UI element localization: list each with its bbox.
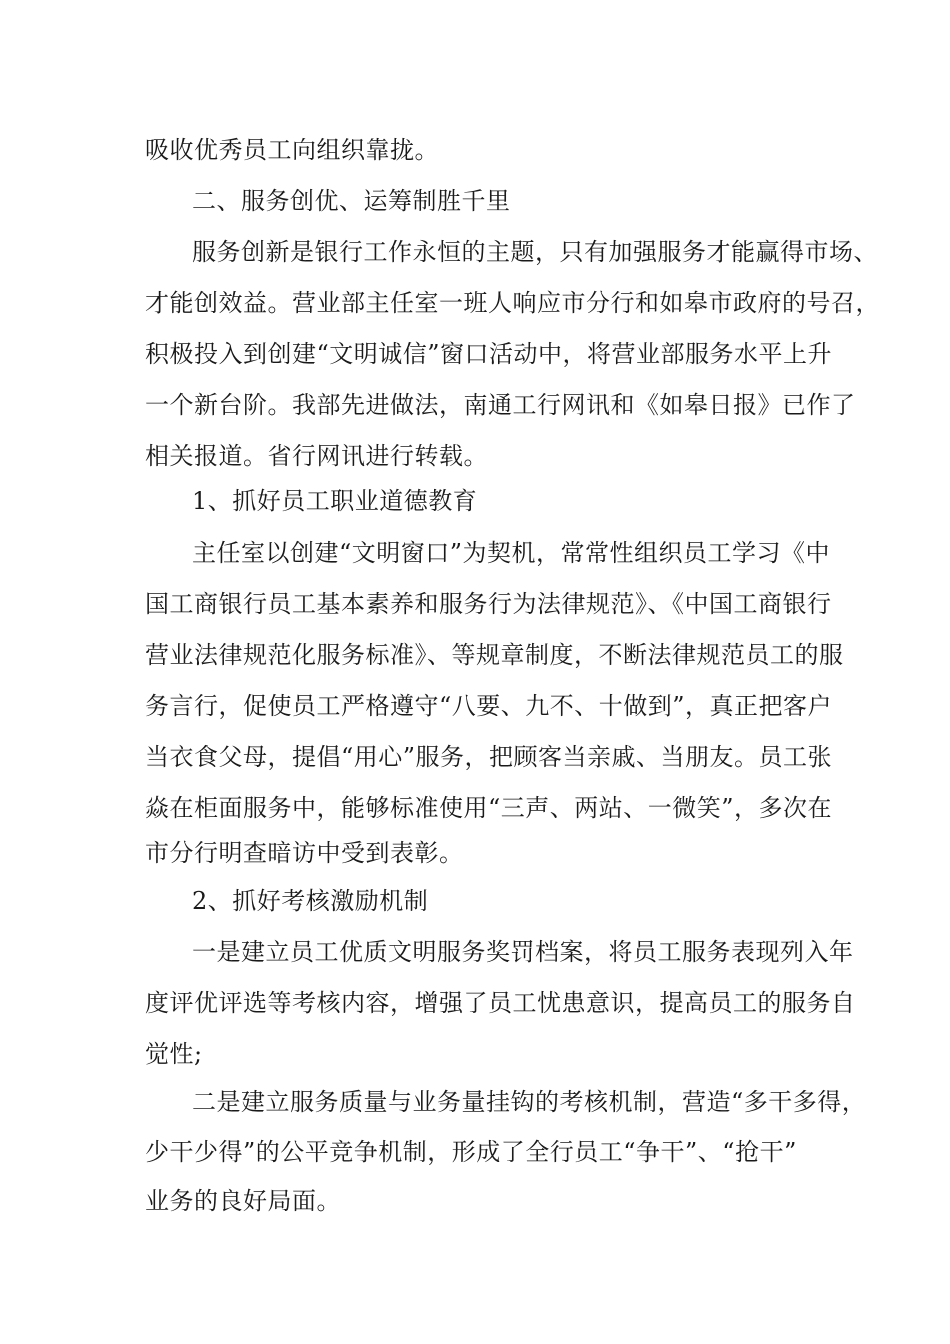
paragraph-line: 才能创效益。营业部主任室一班人响应市分行和如皋市政府的号召， — [145, 289, 880, 317]
paragraph-line: 营业法律规范化服务标准》、等规章制度，不断法律规范员工的服 — [145, 641, 844, 669]
paragraph-line: 度评优评选等考核内容，增强了员工忧患意识，提高员工的服务自 — [145, 989, 856, 1017]
paragraph-line: 主任室以创建“文明窗口”为契机，常常性组织员工学习《中 — [192, 539, 831, 567]
paragraph-line: 相关报道。省行网讯进行转载。 — [145, 442, 488, 470]
paragraph-line: 市分行明查暗访中受到表彰。 — [145, 839, 464, 867]
paragraph-line: 吸收优秀员工向组织靠拢。 — [145, 136, 439, 164]
paragraph-line: 少干少得”的公平竞争机制，形成了全行员工“争干”、“抢干” — [145, 1138, 797, 1166]
paragraph-line: 服务创新是银行工作永恒的主题，只有加强服务才能赢得市场、 — [192, 238, 878, 266]
paragraph-line: 当衣食父母，提倡“用心”服务，把顾客当亲戚、当朋友。员工张 — [145, 743, 833, 771]
subsection-heading: 2、抓好考核激励机制 — [192, 887, 429, 915]
paragraph-line: 一个新台阶。我部先进做法，南通工行网讯和《如皋日报》已作了 — [145, 391, 856, 419]
paragraph-line: 焱在柜面服务中，能够标准使用“三声、两站、一微笑”，多次在 — [145, 794, 833, 822]
subsection-heading: 1、抓好员工职业道德教育 — [192, 487, 478, 515]
section-heading: 二、服务创优、运筹制胜千里 — [192, 187, 511, 215]
paragraph-line: 业务的良好局面。 — [145, 1187, 341, 1215]
paragraph-line: 二是建立服务质量与业务量挂钩的考核机制，营造“多干多得， — [192, 1088, 867, 1116]
paragraph-line: 国工商银行员工基本素养和服务行为法律规范》、《中国工商银行 — [145, 590, 832, 618]
paragraph-line: 务言行，促使员工严格遵守“八要、九不、十做到”，真正把客户 — [145, 692, 833, 720]
paragraph-line: 一是建立员工优质文明服务奖罚档案，将员工服务表现列入年 — [192, 938, 854, 966]
paragraph-line: 积极投入到创建“文明诚信”窗口活动中，将营业部服务水平上升 — [145, 340, 833, 368]
paragraph-line: 觉性; — [145, 1040, 203, 1068]
